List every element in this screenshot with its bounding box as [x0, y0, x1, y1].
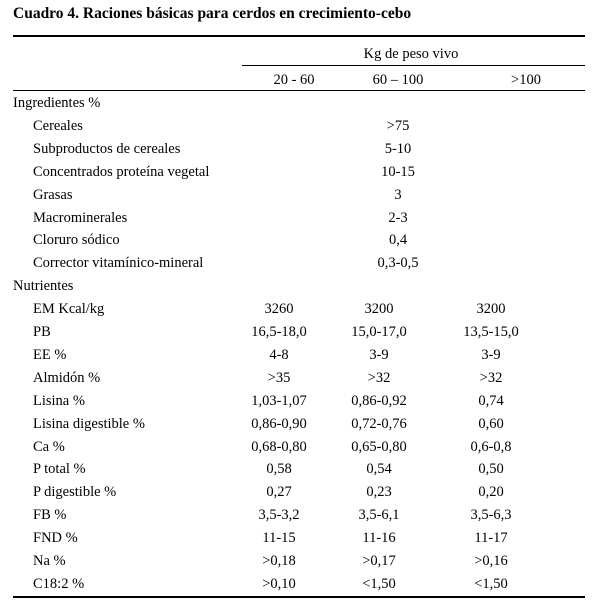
merged-value: 5-10 [384, 140, 412, 157]
merged-value: 2-3 [388, 209, 408, 226]
value-cell: 3200 [364, 301, 394, 318]
row-label: Grasas [33, 186, 73, 203]
value-cell: 11-16 [362, 530, 396, 547]
value-cell: 3-9 [481, 346, 501, 363]
value-cell: 0,6-0,8 [470, 438, 512, 455]
value-cell: >0,16 [474, 553, 508, 569]
merged-value: 0,4 [388, 232, 408, 249]
value-cell: 0,60 [478, 415, 504, 432]
value-cell: 11-15 [262, 530, 296, 547]
row-label: EM Kcal/kg [33, 301, 105, 318]
value-cell: >32 [367, 369, 391, 386]
merged-value: 10-15 [381, 163, 415, 180]
value-cell: <1,50 [474, 575, 508, 592]
value-cell: >0,10 [262, 575, 296, 592]
row-label: Na % [33, 553, 66, 569]
row-label: FND % [33, 530, 78, 547]
row-label: FB % [33, 507, 67, 524]
value-cell: 3-9 [369, 346, 389, 363]
group-header-rule [242, 65, 585, 66]
value-cell: 0,65-0,80 [351, 438, 407, 455]
value-cell: 1,03-1,07 [251, 392, 307, 409]
header-rule [13, 90, 585, 91]
column-header-1: 20 - 60 [273, 72, 315, 88]
value-cell: 13,5-15,0 [463, 324, 519, 340]
section-title: Ingredientes % [13, 95, 101, 111]
row-label: C18:2 % [33, 575, 85, 592]
column-header-2: 60 – 100 [372, 72, 424, 88]
row-label: Macrominerales [33, 209, 128, 226]
value-cell: >35 [267, 369, 291, 386]
value-cell: 0,86-0,92 [351, 392, 407, 409]
row-label: Cloruro sódico [33, 232, 120, 249]
table-caption: Cuadro 4. Raciones básicas para cerdos en crecimiento-cebo [13, 5, 412, 22]
value-cell: 0,72-0,76 [351, 415, 407, 432]
value-cell: 0,54 [366, 461, 392, 478]
value-cell: 3,5-6,3 [470, 507, 512, 524]
row-label: Subproductos de cereales [33, 140, 181, 157]
top-rule [13, 35, 585, 37]
value-cell: 11-17 [474, 530, 508, 547]
value-cell: 0,20 [478, 484, 504, 501]
row-label: Corrector vitamínico-mineral [33, 255, 204, 272]
value-cell: 3260 [264, 301, 294, 318]
value-cell: >32 [479, 369, 503, 386]
row-label: Almidón % [33, 369, 101, 386]
group-header: Kg de peso vivo [363, 46, 459, 62]
value-cell: 0,50 [478, 461, 504, 478]
row-label: Ca % [33, 438, 65, 455]
row-label: P total % [33, 461, 86, 478]
merged-value: 0,3-0,5 [377, 255, 419, 272]
value-cell: >0,17 [362, 553, 396, 569]
column-header-3: >100 [511, 72, 541, 88]
merged-value: >75 [386, 117, 410, 134]
row-label: Concentrados proteína vegetal [33, 163, 210, 180]
row-label: EE % [33, 346, 67, 363]
bottom-rule [13, 596, 585, 598]
value-cell: 4-8 [269, 346, 289, 363]
value-cell: <1,50 [362, 575, 396, 592]
row-label: Lisina digestible % [33, 415, 145, 432]
value-cell: 0,86-0,90 [251, 415, 307, 432]
value-cell: 3,5-3,2 [258, 507, 300, 524]
row-label: P digestible % [33, 484, 117, 501]
value-cell: 15,0-17,0 [351, 324, 407, 340]
value-cell: 3,5-6,1 [358, 507, 400, 524]
row-label: Lisina % [33, 392, 85, 409]
merged-value: 3 [394, 186, 402, 203]
row-label: Cereales [33, 117, 83, 134]
value-cell: 0,23 [366, 484, 392, 501]
value-cell: 3200 [476, 301, 506, 318]
section-title: Nutrientes [13, 278, 74, 295]
value-cell: 0,58 [266, 461, 292, 478]
value-cell: 0,74 [478, 392, 504, 409]
row-label: PB [33, 324, 51, 340]
value-cell: 0,27 [266, 484, 292, 501]
value-cell: 0,68-0,80 [251, 438, 307, 455]
value-cell: 16,5-18,0 [251, 324, 307, 340]
value-cell: >0,18 [262, 553, 296, 569]
